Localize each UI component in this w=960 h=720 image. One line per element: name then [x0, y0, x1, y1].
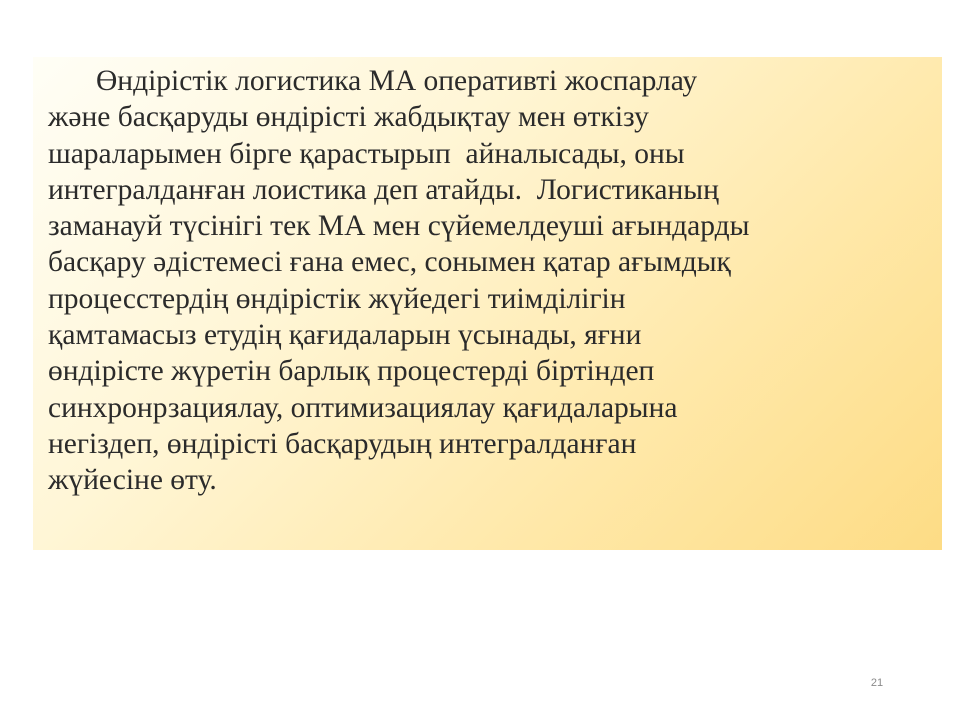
- paragraph-line: өндірісте жүретін барлық процестерді біртіндеп: [48, 355, 655, 388]
- paragraph-line: интегралданған лоистика деп атайды. Логистиканың: [48, 173, 719, 206]
- paragraph-line: жүйесіне өту.: [48, 464, 217, 497]
- main-text-box: [33, 57, 942, 550]
- paragraph-line: шараларымен бірге қарастырып айналысады, оны: [48, 137, 685, 170]
- paragraph-line: басқару әдістемесі ғана емес, сонымен қатар ағымдық: [48, 246, 731, 279]
- paragraph-line: синхронрзациялау, оптимизациялау қағидаларына: [48, 391, 678, 424]
- page-number: 21: [870, 677, 884, 689]
- paragraph-line: заманауй түсінігі тек МА мен сүйемелдеуші ағындарды: [48, 210, 750, 243]
- paragraph-line: негіздеп, өндірісті басқарудың интегралданған: [48, 427, 637, 460]
- paragraph-line: процесстердің өндірістік жүйедегі тиімділігін: [48, 282, 626, 315]
- paragraph-line: және басқаруды өндірісті жабдықтау мен өткізу: [48, 101, 649, 134]
- paragraph-line: қамтамасыз етудің қағидаларын үсынады, яғни: [48, 319, 642, 352]
- paragraph-line: Өндірістік логистика МА оперативті жоспарлау: [96, 65, 698, 97]
- main-paragraph: [48, 63, 930, 499]
